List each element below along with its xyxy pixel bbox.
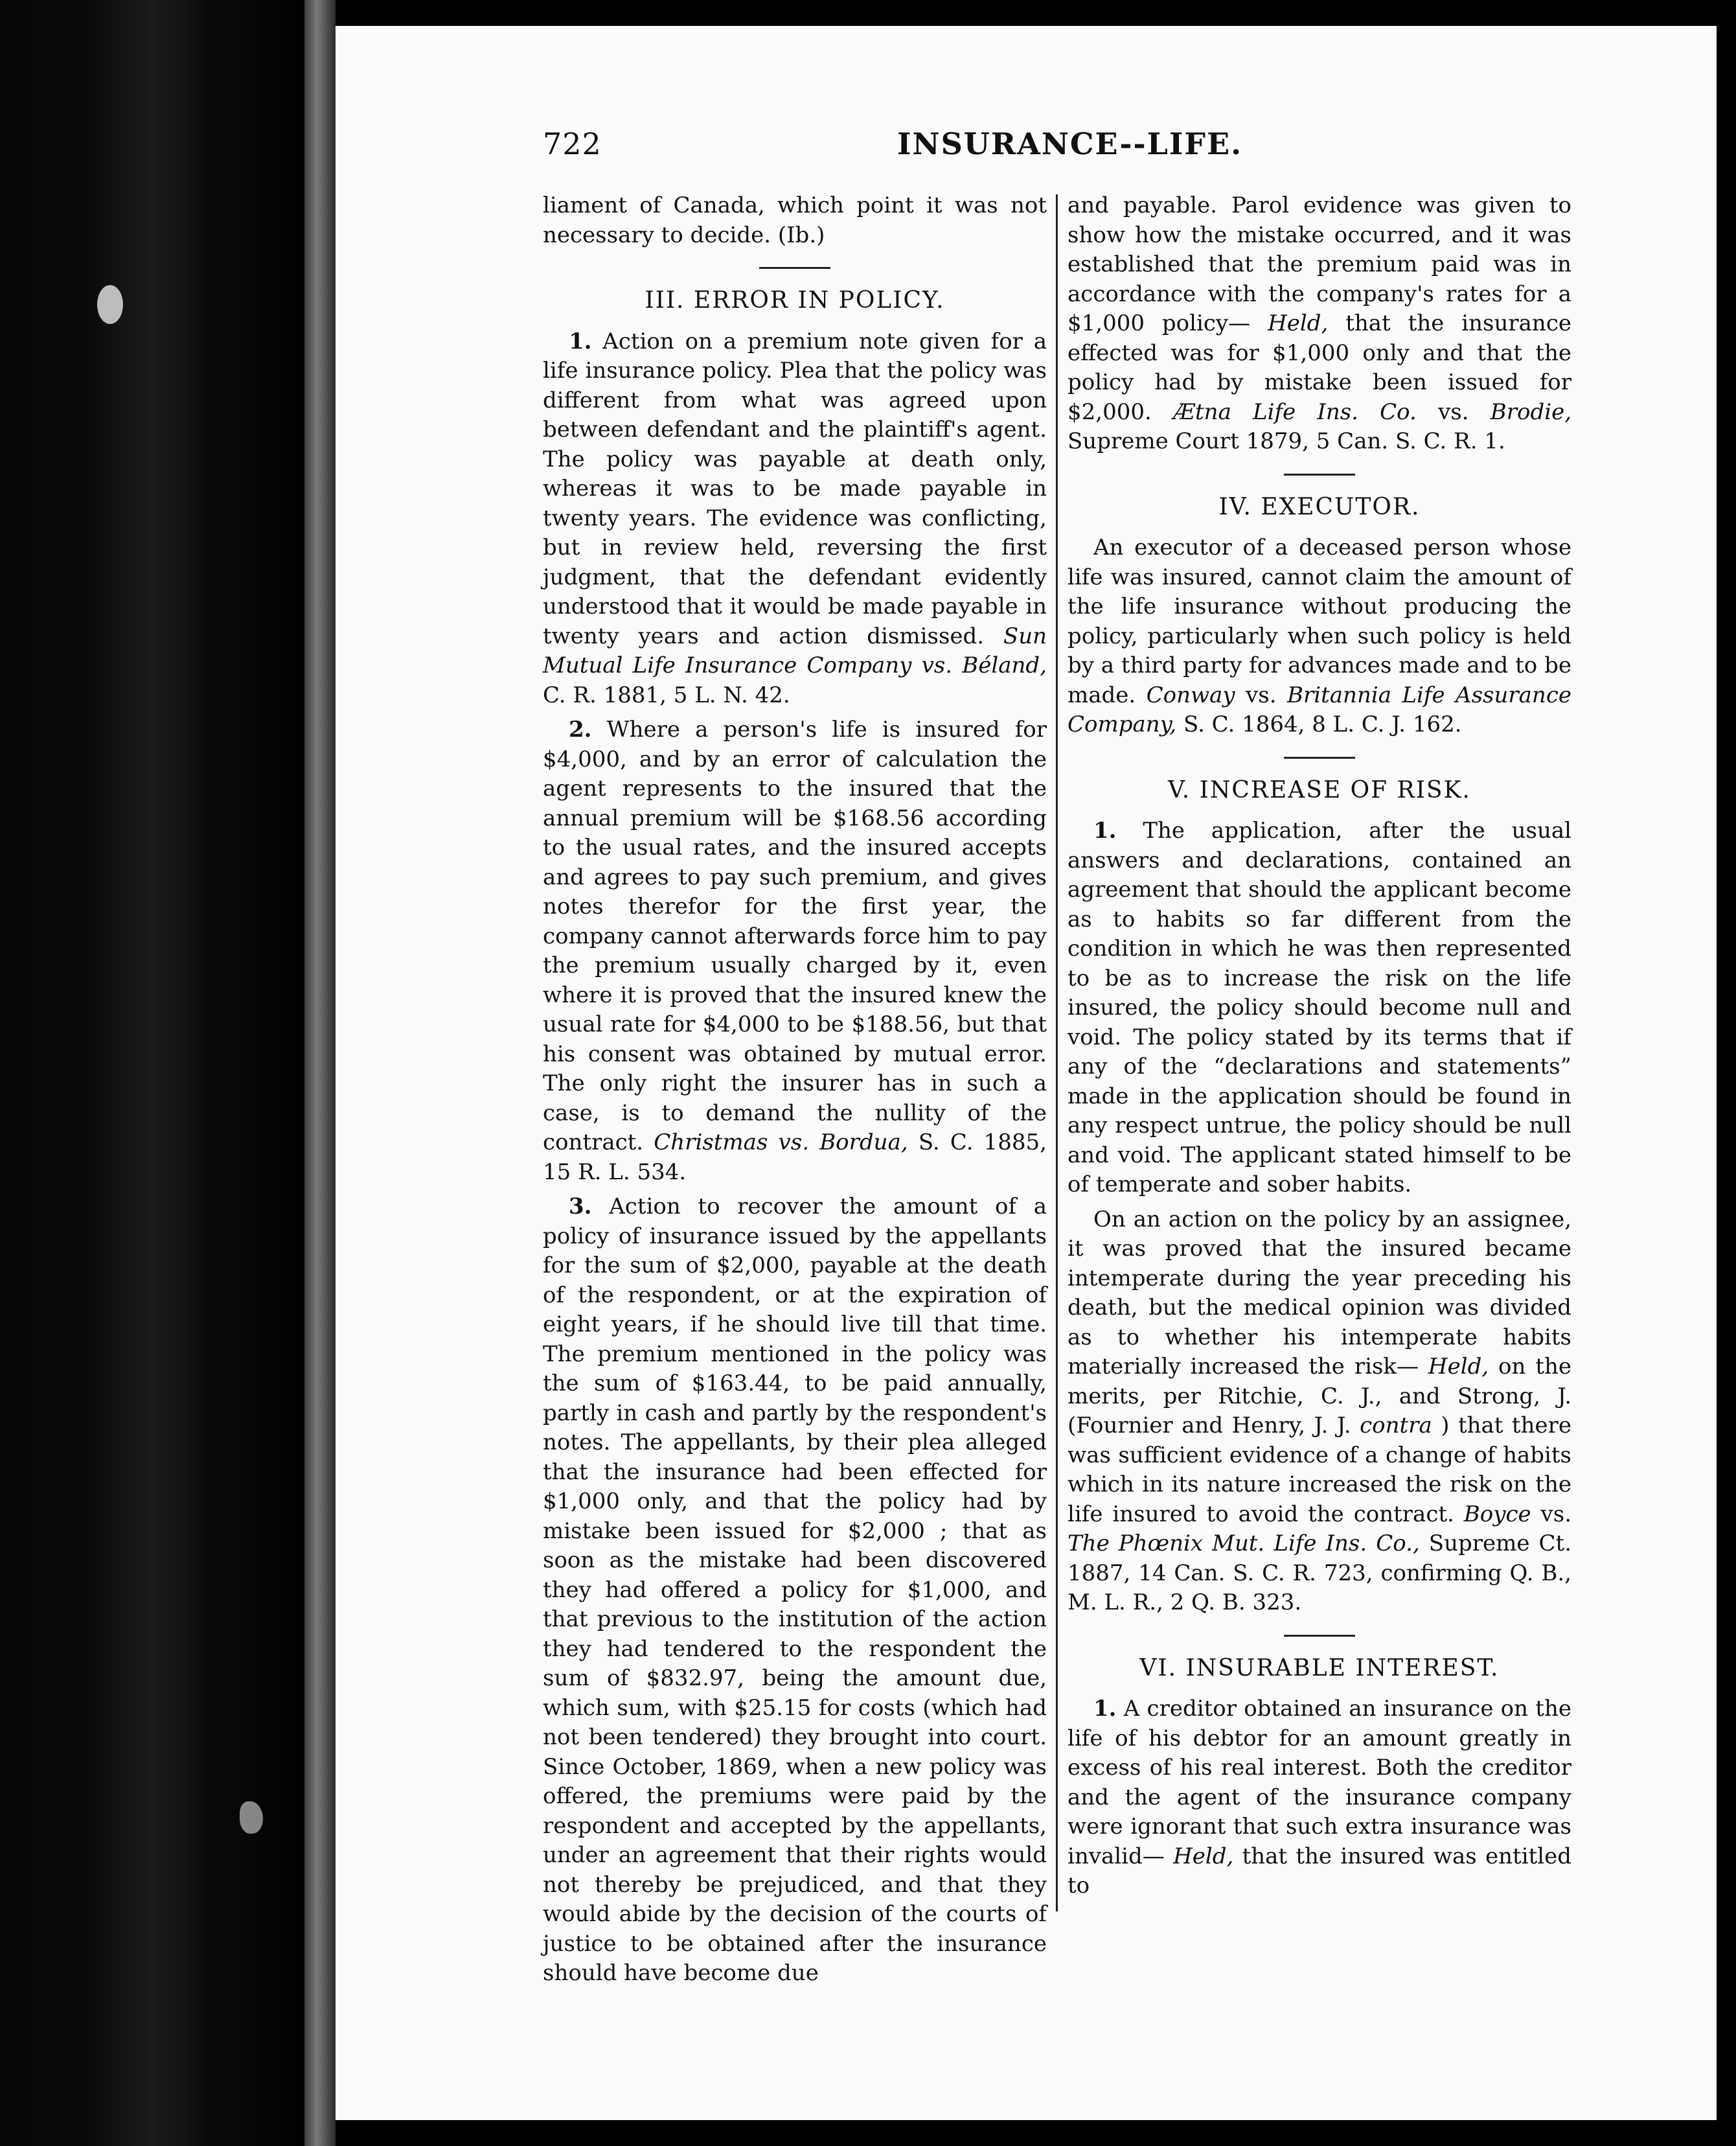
case-number: 3.	[569, 1194, 592, 1219]
case-text: Where a person's life is insured for $4,000, and by an error of calculation the agent represents to the insured that the annual premium will be $168.56 according to the usual rates, and the insured accepts and agrees to pay such premium, and gives notes therefor for the first year, the company cannot afterwards force him to pay the premium usually charged by it, even where it is proved that the insured knew the usual rate for $4,000 to be $188.56, but that his consent was obtained by mutual error. The only right the insurer has in such a case, is to demand the nullity of the contract.	[543, 717, 1047, 1155]
case-text: that the insured was entitled to	[1068, 1843, 1571, 1898]
case-citation-vs: vs.	[1540, 1501, 1572, 1527]
scan-artifact	[97, 285, 123, 324]
section-heading-executor: IV. EXECUTOR.	[1218, 493, 1421, 520]
case-citation-ref: Supreme Court 1879, 5 Can. S. C. R. 1.	[1068, 428, 1505, 454]
section-rule	[1284, 1635, 1355, 1637]
case-citation-vs: vs.	[1246, 682, 1277, 708]
held-word: Held,	[1173, 1843, 1234, 1869]
case-citation-ref: Supreme Ct. 1887, 14 Can. S. C. R. 723, confirming Q. B., M. L. R., 2 Q. B. 323.	[1068, 1530, 1572, 1615]
case-text: The application, after the usual answers and declarations, contained an agreement that should the applicant become as to habits so far different from the condition in which he was then represented to be as to increase the risk on the life insured, the policy should become null and void. The policy stated by its terms that if any of the “declarations and statements” made in the application should be found in any respect untrue, the policy should be null and void. The applicant stated himself to be of temperate and sober habits.	[1068, 818, 1571, 1197]
case-paragraph	[543, 327, 1047, 711]
case-citation-name: The Phœnix Mut. Life Ins. Co.,	[1068, 1530, 1420, 1556]
case-citation-name: Sun Mutual Life Insurance Company vs. Béland,	[543, 623, 1047, 678]
case-paragraph	[1068, 1694, 1571, 1901]
case-text: Action to recover the amount of a policy of insurance issued by the appellants for the sum of $2,000, payable at the death of the respondent, or at the expiration of eight years, if he should live till that time. The premium mentioned in the policy was the sum of $163.44, to be paid annually, partly in cash and partly by the respondent's notes. The appellants, by their plea alleged that the insurance had been effected for $1,000 only, and that the policy had by mistake been issued for $2,000 ; that as soon as the mistake had been discovered they had offered a policy for $1,000, and that previous to the institution of the action they had tendered to the respondent the sum of $832.97, being the amount due, which sum, with $25.15 for costs (which had not been tendered) they brought into court. Since October, 1869, when a new policy was offered, the premiums were paid by the respondent and accepted by the appellants, under an agreement that their rights would not thereby be prejudiced, and that they would abide by the decision of the courts of justice to be obtained after the insurance should have become due	[543, 1194, 1047, 1986]
case-citation-name: Brodie,	[1490, 398, 1572, 425]
running-title: INSURANCE--LIFE.	[897, 126, 1243, 161]
case-text: Action on a premium note given for a life insurance policy. Plea that the policy was different from what was agreed upon between defendant and the plaintiff's agent. The policy was payable at death only, whereas it was to be made payable in twenty years. The evidence was conflicting, but in review held, reversing the first judgment, that the defendant evidently understood that it would be made payable in twenty years and action dismissed.	[543, 328, 1047, 649]
case-number: 1.	[1093, 818, 1117, 844]
case-text: On an action on the policy by an assignee, it was proved that the insured became intemperate during the year preceding his death, but the medical opinion was divided as to whether his intemperate habits materially increased the risk—	[1068, 1206, 1571, 1379]
case-citation-ref: S. C. 1864, 8 L. C. J. 162.	[1183, 711, 1462, 737]
case-citation-name: Boyce	[1463, 1501, 1531, 1527]
continuation-text: liament of Canada, which point it was not necessary to decide. (Ib.)	[543, 192, 1047, 248]
section-rule	[759, 267, 830, 269]
case-text: ) that there was sufficient evidence of a change of habits which in its nature increased the risk on the life insured to avoid the contract.	[1068, 1413, 1571, 1527]
case-number: 1.	[1093, 1696, 1117, 1722]
case-citation-name: Britannia Life Assurance Company,	[1068, 682, 1571, 737]
case-citation-name: Conway	[1146, 682, 1235, 708]
right-column	[1068, 191, 1571, 1906]
case-citation-ref: C. R. 1881, 5 L. N. 42.	[543, 682, 790, 708]
scan-border-bottom	[336, 2120, 1717, 2146]
case-text: A creditor obtained an insurance on the life of his debtor for an amount greatly in excess of his real interest. Both the creditor and the agent of the insurance company were ignorant that such extra insurance was invalid—	[1068, 1696, 1571, 1869]
contra-word: contra	[1360, 1413, 1432, 1438]
continuation-text: and payable. Parol evidence was given to show how the mistake occurred, and it was established that the premium paid was in accordance with the company's rates for a $1,000 policy—	[1068, 192, 1571, 336]
column-divider	[1056, 194, 1058, 1911]
section-rule	[1284, 474, 1355, 476]
left-column	[543, 191, 1047, 1994]
section-heading-increase-of-risk: V. INCREASE OF RISK.	[1168, 776, 1471, 803]
case-text: An executor of a deceased person whose life was insured, cannot claim the amount of the life insurance without producing the policy, particularly when such policy is held by a third party for advances made and to be made.	[1068, 535, 1571, 708]
case-number: 2.	[569, 717, 592, 743]
scan-border-top	[336, 0, 1717, 26]
book-binding-edge	[304, 0, 336, 2146]
case-text: on the merits, per Ritchie, C. J., and Strong, J. (Fournier and Henry, J. J.	[1068, 1354, 1571, 1438]
case-citation-ref: S. C. 1885, 15 R. L. 534.	[543, 1129, 1047, 1185]
case-paragraph	[543, 1192, 1047, 1989]
scan-border-right	[1717, 0, 1736, 2146]
held-word: Held,	[1428, 1354, 1489, 1379]
continuation-text: that the insurance effected was for $1,000 only and that the policy had by mistake been issued for $2,000.	[1068, 310, 1571, 425]
scan-artifact	[240, 1801, 263, 1834]
held-word: Held,	[1268, 310, 1329, 336]
case-citation-name: Ætna Life Ins. Co.	[1172, 398, 1417, 425]
case-citation-vs: vs.	[1438, 398, 1469, 425]
case-paragraph	[1068, 816, 1571, 1200]
case-paragraph	[1068, 1205, 1571, 1618]
section-rule	[1284, 757, 1355, 759]
case-number: 1.	[569, 328, 592, 354]
section-heading-error-in-policy: III. ERROR IN POLICY.	[645, 287, 945, 314]
case-paragraph	[543, 715, 1047, 1187]
page-number: 722	[543, 126, 602, 161]
section-heading-insurable-interest: VI. INSURABLE INTEREST.	[1139, 1654, 1500, 1681]
case-paragraph	[1068, 533, 1571, 740]
case-citation-name: Christmas vs. Bordua,	[654, 1129, 908, 1155]
continuation-paragraph	[1068, 191, 1571, 457]
